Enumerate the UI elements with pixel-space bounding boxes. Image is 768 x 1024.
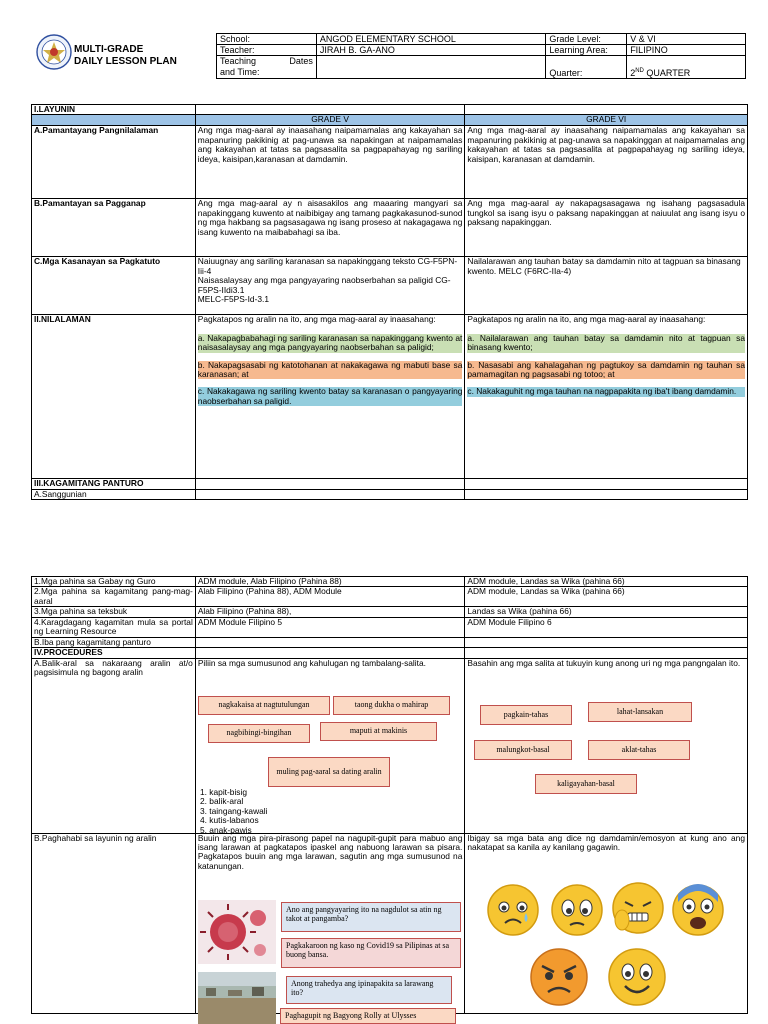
kasanayan-g5: Naiuugnay ang sariling karanasan sa napakinggang teksto CG-F5PN-Iii-4 Naisasalaysay ang mga pangyayaring naobserbahan sa paligid CG-F5PS-IIdi3.1 MELC-F5PS-Id-3.1 — [195, 257, 465, 315]
paghahabi-g5: Buuin ang mga pira-pirasong papel na nagupit-gupit para mabuo ang isang larawan at pagkatapos ipaskel ang nabuong larawan sa pisara. Pagkatapos buuin ang mga larawan, sagutin ang mga sumusunod na katanungan. — [195, 833, 465, 1013]
teksbuk-g6: Landas sa Wika (pahina 66) — [465, 607, 748, 617]
grade5-header: GRADE V — [195, 115, 465, 126]
scared-face-icon — [670, 880, 726, 936]
word-box: lahat-lansakan — [588, 702, 692, 722]
paghahabi-g6: Ibigay sa mga bata ang dice ng damdamin/emosyon at kung ano ang nakatapat sa kanila ay kanilang gagawin. — [465, 833, 748, 1013]
learning-area-label: Learning Area: — [546, 45, 627, 56]
pamantayan-pagganap-g5: Ang mga mag-aaral ay n aisasakilos ang maaaring mangyari sa napakinggang kuwento at naibibigay ang tamang pagkakasunod-sunod ng mga hakbang sa pagsasagawa ng isang proseso at nakagagawa ng isang kuwento na maibabahagi sa iba. — [195, 199, 465, 257]
nilalaman-g5-c: c. Nakakagawa ng sariling kwento batay sa karanasan o pangyayaring naobserbahan sa paligid. — [197, 386, 463, 406]
sad-face-icon — [486, 883, 540, 937]
balik-aral-g6: Basahin ang mga salita at tukuyin kung anong uri ng mga pangngalan ito. — [465, 658, 748, 833]
pamantayang-pangnilalaman-g5: Ang mga mag-aaral ay inaasahang naipamamalas ang kakayahan sa mapanuring pakikinig at pag-unawa sa napakingan at naipamamalas ang kakayahan at tatas sa pagsasalita sa pagpapahayag ng sariling ideya, kaisipan,karanasan at damdamin. — [195, 126, 465, 199]
teaching-word: Teaching — [220, 56, 257, 67]
iba-pang-kagamitan-label: B.Iba pang kagamitang panturo — [32, 637, 196, 647]
nervous-face-icon — [610, 880, 666, 936]
word-box: taong dukha o mahirap — [333, 696, 450, 715]
kagamitang-mag-aaral-label: 2.Mga pahina sa kagamitang pang-mag-aaral — [32, 587, 196, 607]
quarter-label: Quarter: — [546, 56, 627, 79]
nilalaman-g6-c: c. Nakakaguhit ng mga tauhan na nagpapakita ng iba't ibang damdamin. — [467, 387, 745, 396]
teksbuk-g5: Alab Filipino (Pahina 88), — [195, 607, 465, 617]
layunin-heading: I.LAYUNIN — [32, 105, 196, 115]
sanggunian-label: A.Sanggunian — [32, 489, 196, 499]
list-item: 2. balik-aral — [200, 796, 244, 807]
grade6-header: GRADE VI — [465, 115, 748, 126]
nilalaman-g5: Pagkatapos ng aralin na ito, ang mga mag-aaral ay inaasahang: a. Nakapagbabahagi ng sariling karanasan sa napakinggang kwento at naisasalaysay ang mga pangyayaring naobserbahan sa paligid; b. Nakapagsasabi ng katotohanan at nakakagawa ng mabuti base sa karanasan; at c. Nakakagawa ng sariling kwento batay sa karanasan o pangyayaring naobserbahan sa paligid. — [195, 315, 465, 479]
nilalaman-g5-a: a. Nakapagbabahagi ng sariling karanasan sa napakinggang kwento at naisasalaysay ang mga pangyayaring naobserbahan sa paligid; — [197, 332, 463, 353]
kasanayan-g6: Nailalarawan ang tauhan batay sa damdamin nito at tagpuan sa binasang kwento. MELC (F6RC-IIa-4) — [465, 257, 748, 315]
karagdagang-kagamitan-g5: ADM Module Filipino 5 — [195, 617, 465, 637]
word-box: muling pag-aaral sa dating aralin — [268, 757, 390, 787]
nilalaman-g6: Pagkatapos ng aralin na ito, ang mga mag-aaral ay inaasahang: a. Nailalarawan ang tauhan batay sa damdamin nito at tagpuan sa binasang kwento; b. Nasasabi ang kahalagahan ng pagtukoy sa damdamin ng tauhan sa pamamagitan ng pagsasabi ng totoo; at c. Nakakaguhit ng mga tauhan na nagpapakita ng iba't ibang damdamin. — [465, 315, 748, 479]
word-box: aklat-tahas — [588, 740, 690, 760]
objectives-table — [31, 104, 748, 500]
gabay-guro-g6: ADM module, Landas sa Wika (pahina 66) — [465, 577, 748, 587]
lesson-plan-title — [74, 44, 177, 68]
pamantayan-pagganap-label: B.Pamantayan sa Pagganap — [32, 199, 196, 257]
paghahabi-label: B.Paghahabi sa layunin ng aralin — [32, 833, 196, 1013]
list-item: 3. taingang-kawali — [200, 805, 268, 816]
karagdagang-kagamitan-g6: ADM Module Filipino 6 — [465, 617, 748, 637]
kagamitang-mag-aaral-g6: ADM module, Landas sa Wika (pahina 66) — [465, 587, 748, 607]
worried-face-icon — [550, 883, 604, 937]
balik-aral-g5: Piliin sa mga sumusunod ang kahulugan ng tambalang-salita. — [195, 658, 465, 833]
nilalaman-g6-b: b. Nasasabi ang kahalagahan ng pagtukoy sa damdamin ng tauhan sa pamamagitan ng pagsasabi ng totoo; at — [467, 359, 745, 380]
term-list — [200, 788, 268, 835]
header-info-table — [216, 33, 746, 79]
title-line2: DAILY LESSON PLAN — [74, 55, 177, 67]
word-box: kaligayahan-basal — [535, 774, 637, 794]
angry-face-icon — [528, 946, 590, 1008]
word-box: malungkot-basal — [474, 740, 572, 760]
gabay-guro-g5: ADM module, Alab Filipino (Pahina 88) — [195, 577, 465, 587]
pamantayang-pangnilalaman-g6: Ang mga mag-aaral ay inaasahang naipamamalas ang kakayahan sa mapanuring pakikinig at pag-unawa sa napakinggan at naipamamalas ang kakayahan at tatas sa pagsasalita at pagpapahayag ng sariling ideya, kaisipan, karanasan at damdamin. — [465, 126, 748, 199]
nilalaman-label: II.NILALAMAN — [32, 315, 196, 479]
teksbuk-label: 3.Mga pahina sa teksbuk — [32, 607, 196, 617]
list-item: 5. anak-pawis — [200, 824, 252, 835]
teaching-dates-label — [217, 56, 317, 79]
happy-face-icon — [606, 946, 668, 1008]
nilalaman-g5-b: b. Nakapagsasabi ng katotohanan at nakakagawa ng mabuti base sa karanasan; at — [197, 359, 463, 380]
quarter-value: 2ND QUARTER — [627, 56, 746, 79]
answer-box: Paghagupit ng Bagyong Rolly at Ulysses — [280, 1008, 456, 1024]
procedures-heading: IV.PROCEDURES — [32, 648, 196, 658]
school-label: School: — [217, 34, 317, 45]
word-box: nagbibingi-bingihan — [208, 724, 310, 743]
school-value: ANGOD ELEMENTARY SCHOOL — [316, 34, 545, 45]
question-box: Ano ang pangyayaring ito na nagdulot sa atin ng takot at pangamba? — [281, 902, 461, 932]
answer-box: Pagkakaroon ng kaso ng Covid19 sa Pilipinas at sa buong bansa. — [281, 938, 461, 968]
title-line1: MULTI-GRADE — [74, 44, 144, 55]
kagamitang-mag-aaral-g5: Alab Filipino (Pahina 88), ADM Module — [195, 587, 465, 607]
pamantayang-pangnilalaman-label: A.Pamantayang Pangnilalaman — [32, 126, 196, 199]
word-box: maputi at makinis — [320, 722, 437, 741]
grade-level-label: Grade Level: — [546, 34, 627, 45]
learning-area-value: FILIPINO — [627, 45, 746, 56]
teacher-value: JIRAH B. GA-ANO — [316, 45, 545, 56]
gabay-guro-label: 1.Mga pahina sa Gabay ng Guro — [32, 577, 196, 587]
nilalaman-g6-a: a. Nailalarawan ang tauhan batay sa damdamin nito at tagpuan sa binasang kwento; — [467, 332, 745, 353]
kasanayan-label: C.Mga Kasanayan sa Pagkatuto — [32, 257, 196, 315]
list-item: 4. kutis-labanos — [200, 815, 259, 826]
word-box: pagkain-tahas — [480, 705, 572, 725]
teacher-label: Teacher: — [217, 45, 317, 56]
covid-virus-image — [198, 900, 276, 964]
pamantayan-pagganap-g6: Ang mga mag-aaral ay nakapagsasagawa ng isahang pagsasadula tungkol sa isang isyu o paksang napakinggan at naiuulat ang isang isyu o paksang napakinggan. — [465, 199, 748, 257]
flood-image — [198, 972, 276, 1024]
and-time-word: and Time: — [220, 66, 260, 77]
balik-aral-label: A.Balik-aral sa nakaraang aralin at/o pagsisimula ng bagong aralin — [32, 658, 196, 833]
karagdagang-kagamitan-label: 4.Karagdagang kagamitan mula sa portal ng Learning Resource — [32, 617, 196, 637]
word-box: nagkakaisa at nagtutulungan — [198, 696, 330, 715]
teaching-dates-value — [316, 56, 545, 79]
dates-word: Dates — [289, 56, 313, 67]
list-item: 1. kapit-bisig — [200, 787, 248, 797]
kagamitang-panturo-label: III.KAGAMITANG PANTURO — [32, 479, 196, 489]
grade-level-value: V & VI — [627, 34, 746, 45]
question-box: Anong trahedya ang ipinapakita sa larawang ito? — [286, 976, 452, 1004]
deped-seal — [36, 34, 72, 70]
